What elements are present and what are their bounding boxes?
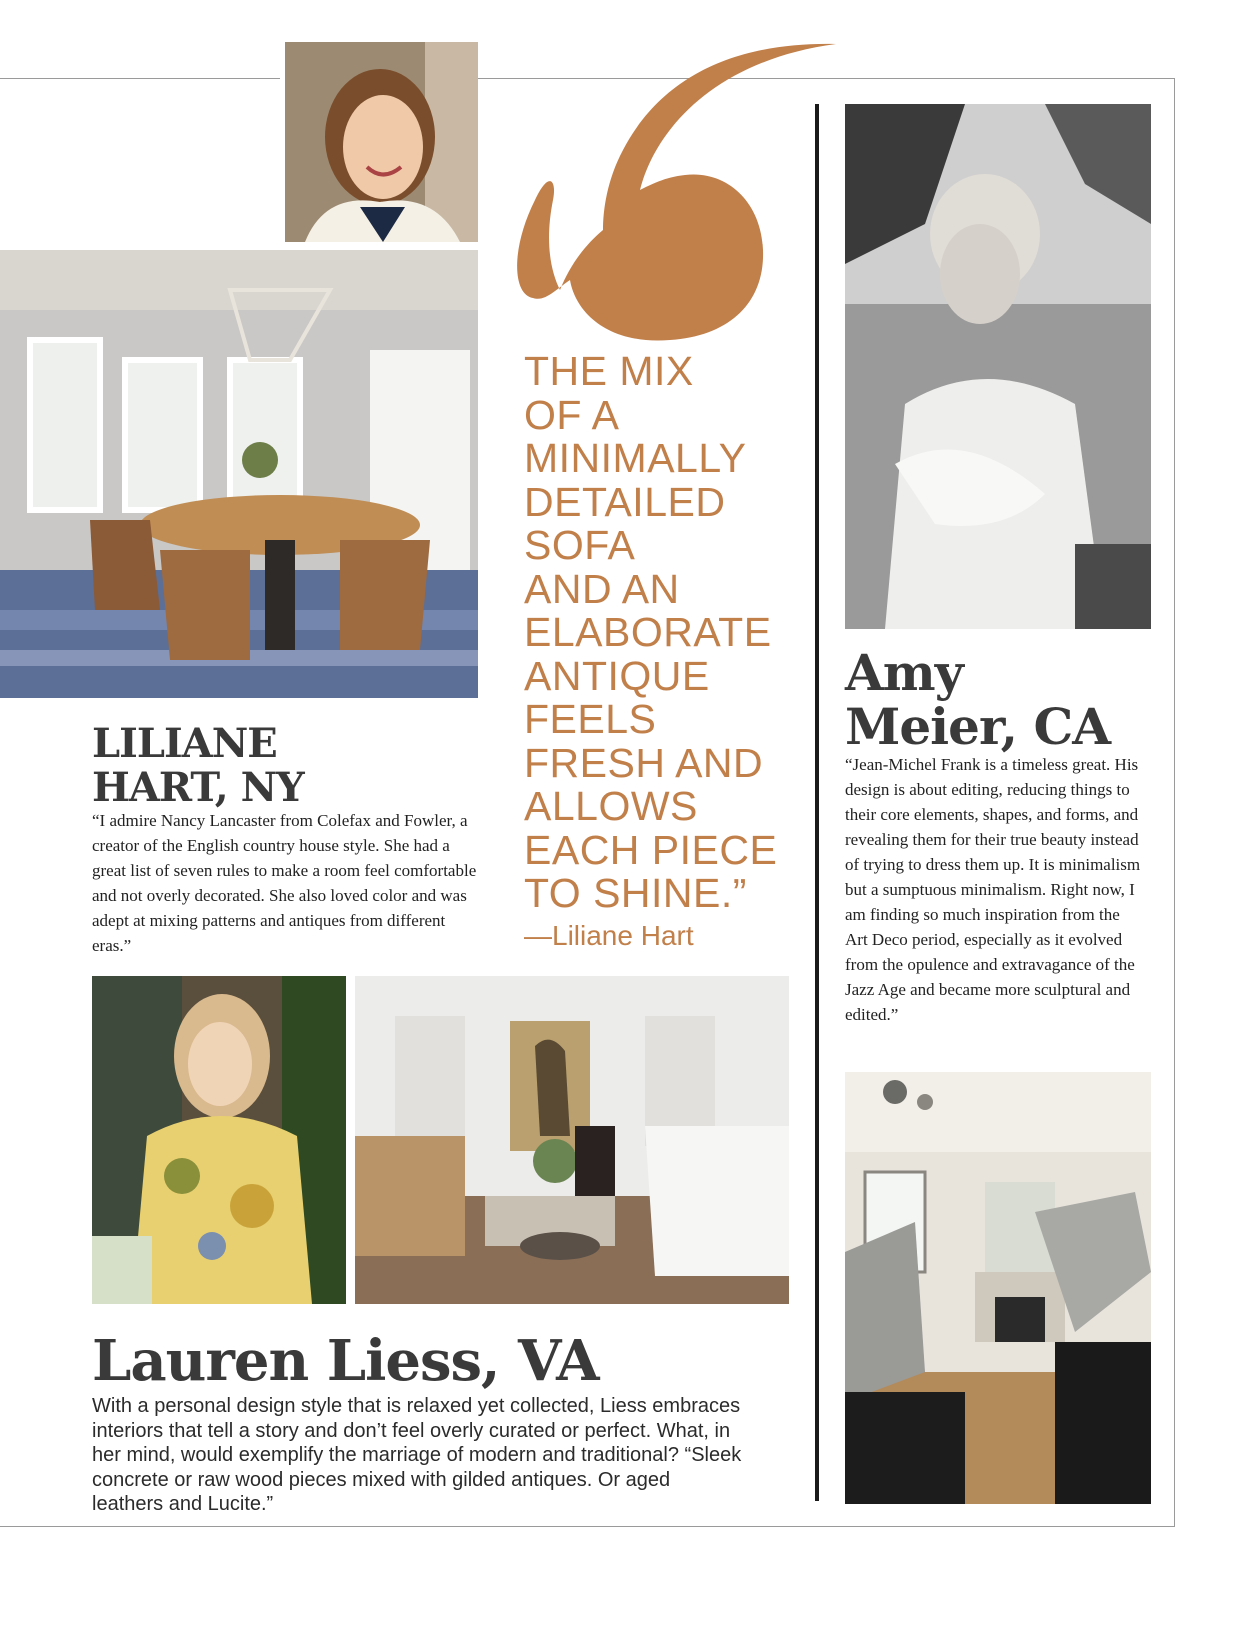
pull-quote bbox=[524, 350, 794, 916]
lauren-liess-portrait bbox=[92, 976, 346, 1304]
amy-meier-name bbox=[845, 643, 1111, 756]
pull-quote-line: MINIMALLY bbox=[524, 435, 747, 481]
amy-name-line1: Amy bbox=[845, 643, 963, 702]
pull-quote-line: THE MIX bbox=[524, 348, 694, 394]
pull-quote-attribution: —Liliane Hart bbox=[524, 920, 694, 951]
amy-interior-photo bbox=[845, 1072, 1151, 1504]
pull-quote-line: SOFA bbox=[524, 522, 636, 568]
lauren-living-room-photo bbox=[355, 976, 789, 1304]
pull-quote-line: EACH PIECE bbox=[524, 826, 778, 873]
open-quote-mark-icon bbox=[505, 40, 845, 345]
pull-quote-line: AND AN bbox=[524, 565, 680, 612]
lauren-liess-name: Lauren Liess, VA bbox=[92, 1328, 599, 1394]
liliane-hart-quote: “I admire Nancy Lancaster from Colefax and Fowler, a creator of the English country house style. She had a great list of seven rules to make a room feel comfortable and not overly decorated. She also loved color and was adept at mixing patterns and antiques from different eras.” bbox=[92, 811, 477, 955]
pull-quote-line: ELABORATE bbox=[524, 609, 772, 655]
pull-quote-line: DETAILED bbox=[524, 478, 726, 525]
pull-quote-line: FEELS bbox=[524, 696, 657, 742]
pull-quote-line: ALLOWS bbox=[524, 783, 698, 829]
frame-top-line-left bbox=[0, 78, 280, 79]
frame-bottom-line bbox=[0, 1526, 1175, 1527]
frame-right-line bbox=[1174, 78, 1175, 1527]
amy-meier-portrait bbox=[845, 104, 1151, 629]
amy-name-line2: Meier, CA bbox=[845, 697, 1111, 756]
pull-quote-line: OF A bbox=[524, 391, 620, 438]
pull-quote-line: TO SHINE.” bbox=[524, 870, 747, 916]
amy-meier-quote: “Jean-Michel Frank is a timeless great. His design is about editing, reducing things to their core elements, shapes, and forms, and revealing them for their true beauty instead of trying to dress them up. It is minimalism but a sumptuous minimalism. Right now, I am finding so much inspiration from the Art Deco period, especially as it evolved from the opulence and extravagance of the Jazz Age and became more sculptural and edited.” bbox=[845, 755, 1141, 1024]
liliane-dining-room-photo bbox=[0, 250, 478, 698]
liliane-name-line2: HART, NY bbox=[92, 764, 304, 811]
liliane-hart-portrait bbox=[285, 42, 478, 242]
liliane-name-line1: LILIANE bbox=[92, 720, 277, 767]
pull-quote-line: FRESH AND bbox=[524, 739, 764, 786]
pull-quote-line: ANTIQUE bbox=[524, 652, 710, 699]
liliane-hart-name bbox=[92, 722, 304, 810]
lauren-liess-description: With a personal design style that is relaxed yet collected, Liess embraces interiors that tell a story and don’t feel overly curated or perfect. What, in her mind, would exemplify the marriage of modern and traditional? “Sleek concrete or raw wood pieces mixed with gilded antiques. Or aged leathers and Lucite.” bbox=[92, 1395, 742, 1515]
